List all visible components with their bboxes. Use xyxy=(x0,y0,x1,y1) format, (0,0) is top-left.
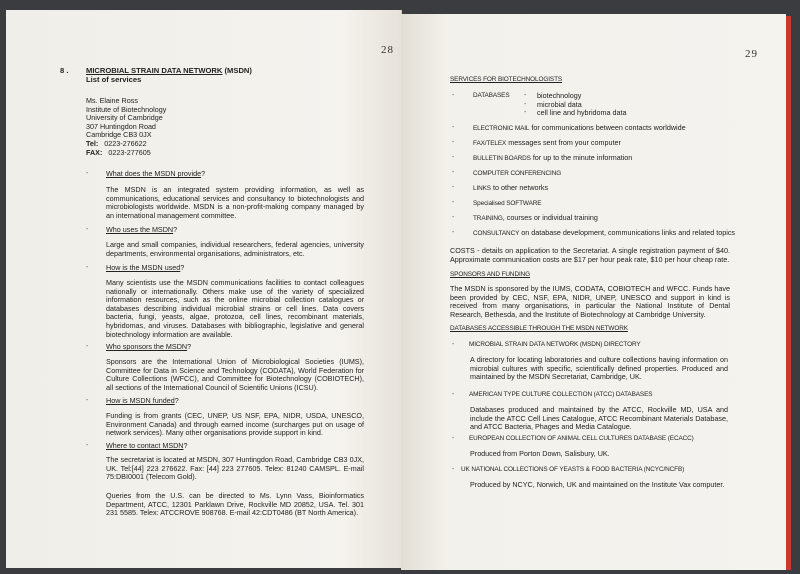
answer-paragraph: Large and small companies, individual researchers, federal agencies, university departments, environmental organisations, administrators, etc. xyxy=(106,240,364,258)
db-item: microbial data xyxy=(537,99,582,109)
contact-line: Cambridge CB3 0JX xyxy=(86,130,152,140)
answer-paragraph: Sponsors are the International Union of Microbiological Societies (IUMS), Committee for Data in Science and Technology (CODATA), World Federation for Culture Collections (WFCC), and Committee for Biotechnology (COBIOTECH), all sections of the International Council of Scientific Unions (ICSU). xyxy=(106,357,364,392)
answer-paragraph: The MSDN is an integrated system providing information, as well as communications, educational services and consultancy to biotechnologists and microbiologists worldwide. MSDN is a non-profit-making company managed by an international management committee. xyxy=(106,185,364,220)
question-heading: Who uses the MSDN? xyxy=(106,225,178,234)
databases-heading: DATABASES ACCESSIBLE THROUGH THE MSDN NETWORK xyxy=(450,325,628,332)
db-item: biotechnology xyxy=(537,91,582,100)
contact-line: University of Cambridge xyxy=(86,113,163,123)
answer-paragraph: The secretariat is located at MSDN, 307 Huntingdon Road, Cambridge CB3 0JX, UK. Tel:[44] 223 276622. Fax: [44] 223 277605. Telex: 81240 CAMSPL. E-mail 75:DBI0001 (Telecom Gold). xyxy=(106,455,364,482)
db-item: cell line and hybridoma data xyxy=(537,108,627,118)
bullet-dash: - xyxy=(452,154,455,161)
services-heading: SERVICES FOR BIOTECHNOLOGISTS xyxy=(450,76,563,83)
bullet-dash: - xyxy=(452,229,455,236)
answer-paragraph: Many scientists use the MSDN communications facilities to contact colleagues nationally or internationally. Others make use of the variety of specialized information resources, such as the online microbial collection catalogues or databases describing individual microbial strains or cell lines. Data covers bacteria, fungi, yeasts, algae, protozoa, cell lines, recombinant materials, hybridomas, and viruses. Databases with bibliographic, legislative and general biotechnology information are available. xyxy=(106,278,364,339)
section-number: 8 . xyxy=(60,66,69,75)
database-description: A directory for locating laboratories and culture collections having information on microbial cultures with specific, scientifically defined properties. Produced and maintained by the MSDN Secretariat, Cambridge, UK. xyxy=(470,355,728,382)
question-heading: Who sponsors the MSDN? xyxy=(106,342,192,351)
bullet-dash: - xyxy=(86,397,89,404)
answer-paragraph: Funding is from grants (CEC, UNEP, US NSF, EPA, NIDR, USDA, UNESCO, Environment Canada) and through earned income (surcharges put on usage of network services). Many other organisations provide support in kind. xyxy=(106,411,364,438)
service-item: CONSULTANCY on database development, communications links and related topics xyxy=(473,228,736,237)
bullet-dash: - xyxy=(86,343,89,350)
sponsors-paragraph: The MSDN is sponsored by the IUMS, CODATA, COBIOTECH and WFCC. Funds have been provided by CEC, NSF, EPA, NIDR, UNEP, UNESCO and support in kind is received from many organisations, in particular the National Institute of Dental Research, Bethesda, and the Institute of Biotechnology at Cambridge University. xyxy=(450,284,730,319)
bullet-dash: - xyxy=(452,184,455,191)
service-item: COMPUTER CONFERENCING xyxy=(473,170,562,177)
sponsors-heading: SPONSORS AND FUNDING xyxy=(450,271,531,278)
contact-tel: Tel: 0223-276622 xyxy=(86,139,147,148)
bullet-dash: - xyxy=(452,466,455,473)
answer-paragraph: Queries from the U.S. can be directed to Ms. Lynn Vass, Bioinformatics Department, ATCC, 12301 Parklawn Drive, Rockville MD 20852, USA. Tel. 301 231 5585. Telex: ATCCROVE 908768. E-mail 42:CDT0486 (BT North America). xyxy=(106,491,364,518)
bullet-dash: - xyxy=(86,170,89,177)
databases-label: DATABASES xyxy=(473,92,510,99)
database-title: AMERICAN TYPE CULTURE COLLECTION (ATCC) DATABASES xyxy=(469,391,653,398)
database-title: UK NATIONAL COLLECTIONS OF YEASTS & FOOD BACTERIA (NCYC/NCFB) xyxy=(461,466,685,473)
section-subtitle: List of services xyxy=(86,75,142,84)
right-page xyxy=(401,14,786,570)
bullet-dash: - xyxy=(452,214,455,221)
service-item: ELECTRONIC MAIL for communications between contacts worldwide xyxy=(473,123,686,132)
bullet-dash: - xyxy=(452,435,455,442)
bullet-dash: - xyxy=(452,391,455,398)
contact-line: Institute of Biotechnology xyxy=(86,104,167,114)
bullet-dash: - xyxy=(452,124,455,131)
database-description: Produced by NCYC, Norwich, UK and maintained on the Institute Vax computer. xyxy=(470,480,725,489)
contact-line: 307 Huntingdon Road xyxy=(86,121,156,131)
database-title: EUROPEAN COLLECTION OF ANIMAL CELL CULTURES DATABASE (ECACC) xyxy=(469,435,694,442)
service-item: FAX/TELEX messages sent from your computer xyxy=(473,138,621,147)
bullet-dash: - xyxy=(452,92,455,99)
service-item: BULLETIN BOARDS for up to the minute information xyxy=(473,153,633,162)
service-item: LINKS to other networks xyxy=(473,183,549,192)
costs-paragraph: COSTS - details on application to the Secretariat. A single registration payment of $40. Approximate communication costs are $17 per hour peak rate, $10 per hour cheap rate. xyxy=(450,246,730,264)
question-heading: What does the MSDN provide? xyxy=(106,169,206,178)
contact-fax: FAX: 0223-277605 xyxy=(86,147,151,157)
database-description: Produced from Porton Down, Salisbury, UK. xyxy=(470,449,610,458)
right-page-number: 29 xyxy=(745,48,758,60)
bullet-dash: - xyxy=(86,442,89,449)
bullet-dash: - xyxy=(86,226,89,233)
red-page-edge xyxy=(786,16,791,570)
bullet-dash: - xyxy=(452,169,455,176)
database-title: MICROBIAL STRAIN DATA NETWORK (MSDN) DIRECTORY xyxy=(469,341,641,348)
section-title: MICROBIAL STRAIN DATA NETWORK (MSDN) xyxy=(86,66,252,75)
question-heading: How is MSDN funded? xyxy=(106,396,179,405)
database-description: Databases produced and maintained by the ATCC, Rockville MD, USA and include the ATCC Cell Lines Catalogue, ATCC Recombinant Materials Database, and ATCC Bacteria, Phages and Media Catalogue. xyxy=(470,405,728,432)
question-heading: How is the MSDN used? xyxy=(106,263,185,272)
bullet-dash: - xyxy=(452,341,455,348)
bullet-dash: - xyxy=(86,264,89,271)
service-item: Specialised SOFTWARE xyxy=(473,200,542,207)
left-page xyxy=(6,10,402,568)
bullet-dash: - xyxy=(524,100,527,108)
bullet-dash: - xyxy=(524,92,527,99)
bullet-dash: - xyxy=(452,139,455,146)
bullet-dash: - xyxy=(524,109,527,117)
service-item: TRAINING, courses or individual training xyxy=(473,213,598,222)
contact-name: Ms. Elaine Ross xyxy=(86,96,138,105)
left-page-number: 28 xyxy=(381,44,394,56)
question-heading: Where to contact MSDN? xyxy=(106,441,188,450)
bullet-dash: - xyxy=(452,199,455,206)
